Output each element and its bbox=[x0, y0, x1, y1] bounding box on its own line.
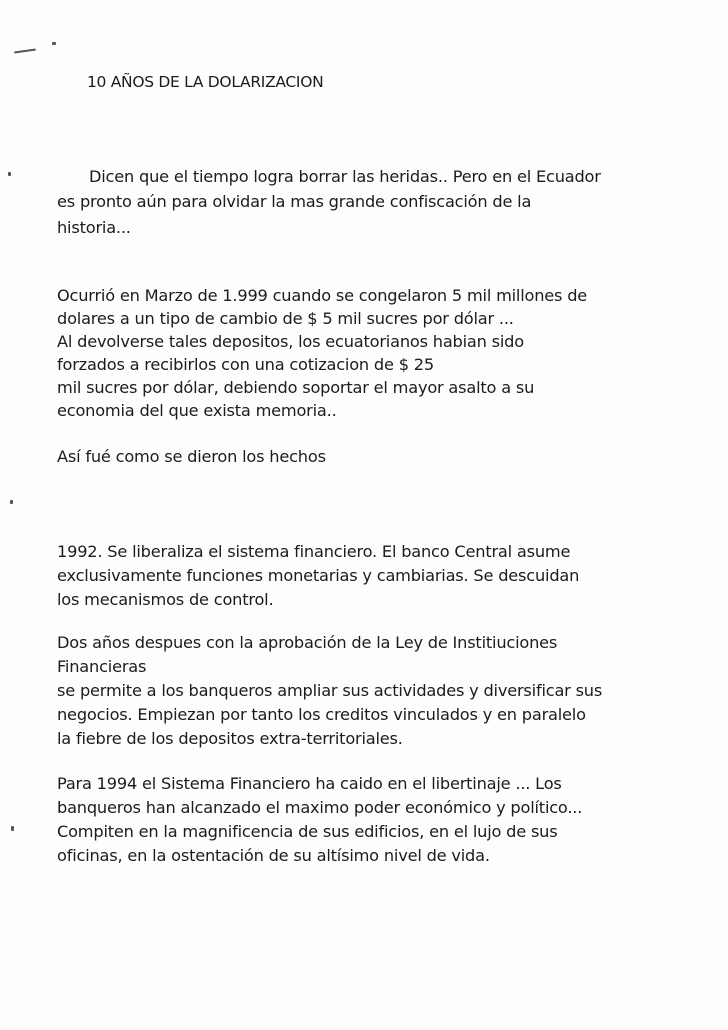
paragraph-line: banqueros han alcanzado el maximo poder económico y político... bbox=[57, 798, 583, 817]
paragraph-line: Para 1994 el Sistema Financiero ha caido en el libertinaje ... Los bbox=[57, 774, 562, 793]
paragraph-line: dolares a un tipo de cambio de $ 5 mil sucres por dólar ... bbox=[57, 309, 514, 328]
paragraph-line: Así fué como se dieron los hechos bbox=[57, 447, 326, 466]
paragraph-line: exclusivamente funciones monetarias y cambiarias. Se descuidan bbox=[57, 566, 580, 585]
paragraph-line: 1992. Se liberaliza el sistema financiero. El banco Central asume bbox=[57, 542, 571, 561]
scan-mark bbox=[11, 826, 14, 831]
paragraph-line: negocios. Empiezan por tanto los creditos vinculados y en paralelo bbox=[57, 705, 586, 724]
paragraph-line: Ocurrió en Marzo de 1.999 cuando se congelaron 5 mil millones de bbox=[57, 286, 588, 305]
paragraph-line: Dos años despues con la aprobación de la Ley de Institiuciones bbox=[57, 633, 558, 652]
document-title: 10 AÑOS DE LA DOLARIZACION bbox=[87, 73, 324, 91]
paragraph-line: la fiebre de los depositos extra-territoriales. bbox=[57, 729, 403, 748]
paragraph-line: Al devolverse tales depositos, los ecuatorianos habian sido bbox=[57, 332, 524, 351]
paragraph-line: forzados a recibirlos con una cotizacion de $ 25 bbox=[57, 355, 434, 374]
paragraph-line: economia del que exista memoria.. bbox=[57, 401, 337, 420]
scan-mark bbox=[52, 42, 56, 45]
scan-mark bbox=[14, 48, 36, 53]
paragraph-line: Compiten en la magnificencia de sus edificios, en el lujo de sus bbox=[57, 822, 558, 841]
paragraph-line: oficinas, en la ostentación de su altísimo nivel de vida. bbox=[57, 846, 490, 865]
paragraph-line: Financieras bbox=[57, 657, 147, 676]
scan-mark bbox=[8, 172, 11, 176]
paragraph-line: es pronto aún para olvidar la mas grande confiscación de la bbox=[57, 192, 532, 211]
paragraph-line: se permite a los banqueros ampliar sus actividades y diversificar sus bbox=[57, 681, 603, 700]
scan-mark bbox=[10, 500, 13, 504]
paragraph-line: Dicen que el tiempo logra borrar las heridas.. Pero en el Ecuador bbox=[89, 167, 601, 186]
paragraph-line: los mecanismos de control. bbox=[57, 590, 274, 609]
paragraph-line: mil sucres por dólar, debiendo soportar el mayor asalto a su bbox=[57, 378, 535, 397]
paragraph-line: historia... bbox=[57, 218, 131, 237]
